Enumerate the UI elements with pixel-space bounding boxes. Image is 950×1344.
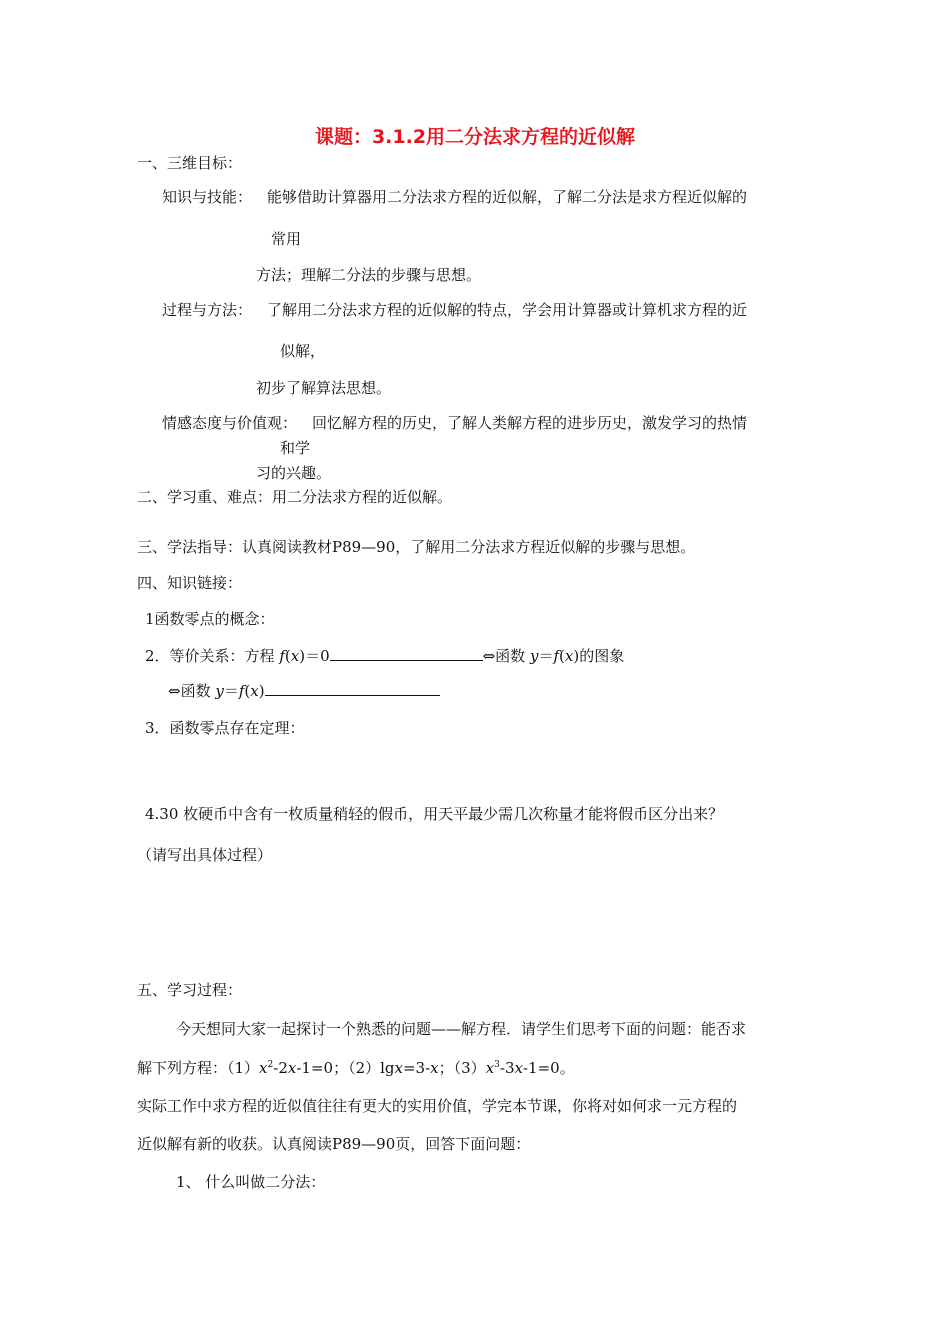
page-title: 课题：3.1.2用二分法求方程的近似解	[314, 126, 636, 148]
answer-blank	[330, 646, 483, 661]
emotion-text-line3: 习的兴趣。	[256, 464, 332, 482]
section-2-focus: 二、学习重、难点：用二分法求方程的近似解。	[137, 488, 453, 506]
question-1: 1、 什么叫做二分法：	[176, 1173, 326, 1191]
knowledge-label: 知识与技能：	[162, 188, 253, 206]
knowledge-item-2-cont: ⇔函数 y＝f(x)	[168, 681, 440, 701]
section-5-heading: 五、学习过程：	[137, 981, 243, 999]
process-text-line1: 了解用二分法求方程的近似解的特点，学会用计算器或计算机求方程的近	[267, 301, 748, 319]
knowledge-item-4-note: （请写出具体过程）	[137, 846, 273, 864]
knowledge-text-line2: 常用	[271, 230, 302, 248]
emotion-text-line1: 回忆解方程的历史，了解人类解方程的进步历史，激发学习的热情	[312, 414, 748, 432]
knowledge-item-2: 2．等价关系：方程 f(x)＝0 ⇔函数 y＝f(x)的图象	[145, 647, 625, 665]
process-text-line3: 初步了解算法思想。	[256, 379, 392, 397]
answer-blank	[265, 681, 440, 696]
emotion-label: 情感态度与价值观：	[162, 414, 298, 432]
knowledge-text-line3: 方法；理解二分法的步骤与思想。	[256, 266, 482, 284]
section-1-heading: 一、三维目标：	[137, 154, 243, 172]
knowledge-item-3: 3．函数零点存在定理：	[145, 719, 305, 737]
process-para-2-line2: 近似解有新的收获。认真阅读P89—90页，回答下面问题：	[137, 1135, 531, 1153]
process-para-2-line1: 实际工作中求方程的近似值往往有更大的实用价值，学完本节课，你将对如何求一元方程的	[137, 1097, 738, 1115]
process-label: 过程与方法：	[162, 301, 253, 319]
knowledge-item-1: 1函数零点的概念：	[145, 610, 275, 628]
knowledge-text-line1: 能够借助计算器用二分法求方程的近似解，了解二分法是求方程近似解的	[267, 188, 748, 206]
process-para-1-line2: 解下列方程：$(1)x^2-2x-1=0$；（2）lgx=3-x；$(3)x^3-3x-1=0$。	[137, 1059, 575, 1077]
process-para-1-line1: 今天想同大家一起探讨一个熟悉的问题——解方程．请学生们思考下面的问题：能否求	[176, 1020, 747, 1038]
section-4-heading: 四、知识链接：	[137, 574, 243, 592]
process-text-line2: 似解，	[280, 342, 326, 360]
emotion-text-line2: 和学	[280, 439, 311, 457]
knowledge-item-4: 4.30 枚硬币中含有一枚质量稍轻的假币，用天平最少需几次称量才能将假币区分出来？	[145, 805, 724, 823]
section-3-method: 三、学法指导：认真阅读教材P89—90，了解用二分法求方程近似解的步骤与思想。	[137, 538, 696, 556]
